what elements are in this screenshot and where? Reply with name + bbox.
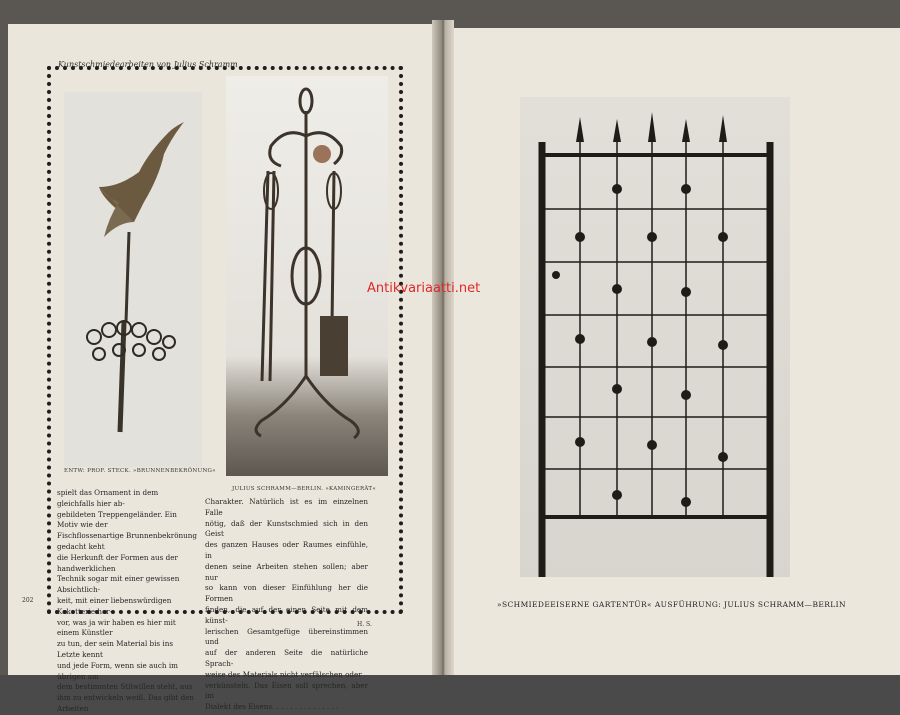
book-gutter [432, 20, 454, 675]
page-number: 202 [22, 597, 34, 604]
author-signature: H. S. [357, 621, 372, 628]
text-line: verkünsteln. Das Eisen soll sprechen, aber im [205, 680, 368, 701]
text-line: vor, was ja wir haben es hier mit einem Künstler [57, 617, 176, 638]
text-line: dem bestimmten Stilwillen steht, aus [57, 682, 193, 692]
gate-caption: »SCHMIEDEEISERNE GARTENTÜR« AUSFÜHRUNG: JULIUS SCHRAMM—BERLIN [497, 600, 846, 609]
text-line: des ganzen Hauses oder Raumes einfühle, in [205, 540, 368, 560]
text-line: so kann von dieser Einfühlung her die Formen [205, 583, 368, 604]
text-line: auf der anderen Seite die natürliche Sprach- [205, 648, 368, 668]
text-line: die Herkunft der Formen aus der handwerklichen [57, 552, 178, 573]
text-column-right [205, 497, 368, 713]
text-line: gebildeten Treppengeländer. Ein Motiv wie der [57, 509, 177, 530]
caption-fireplace: JULIUS SCHRAMM—BERLIN. »KAMINGERÄT« [232, 486, 377, 492]
running-header: Kunstschmiedearbeiten von Julius Schramm [58, 60, 238, 69]
fireplace-set-photo [226, 76, 388, 476]
text-line: nötig, daß der Kunstschmied sich in den Geist [205, 518, 368, 539]
text-line: Charakter. Natürlich ist es im einzelnen Falle [205, 497, 368, 517]
text-line: zu tun, der sein Material bis ins Letzte kennt [57, 639, 174, 659]
fountain-crown-photo [64, 92, 202, 467]
text-line: lerischen Gesamtgefüge übereinstimmen und [205, 626, 368, 647]
text-line: spielt das Ornament in dem gleichfalls hier ab- [57, 488, 159, 508]
text-line: Fischflossenartige Brunnenbekrönung gedacht keht [57, 531, 198, 551]
text-column-left [57, 488, 197, 715]
text-line: Dialekt des Eisens. . . . . . . . . . . . . . . [205, 702, 339, 712]
text-line: Technik sogar mit einer gewissen Absichtlich- [57, 574, 180, 595]
text-line: und jede Form, wenn sie auch im übrigen am [57, 660, 178, 681]
text-line: keit, mit einer liebenswürdigen Koketterie her- [57, 595, 172, 616]
garden-gate-photo [520, 97, 790, 577]
text-line: denen seine Arbeiten stehen sollen; aber nur [205, 561, 368, 582]
watermark: Antikvariaatti.net [367, 281, 481, 296]
text-line: weise des Materials nicht verfälschen oder [205, 669, 362, 679]
text-line: finden, die auf der einen Seite mit dem künst- [205, 604, 368, 625]
caption-fountain: ENTW: PROF. STECK. »BRUNNENBEKRÖNUNG« [64, 468, 216, 474]
text-line: ihm zu entwickeln weiß. Das gibt den Arbeiten [57, 693, 195, 713]
